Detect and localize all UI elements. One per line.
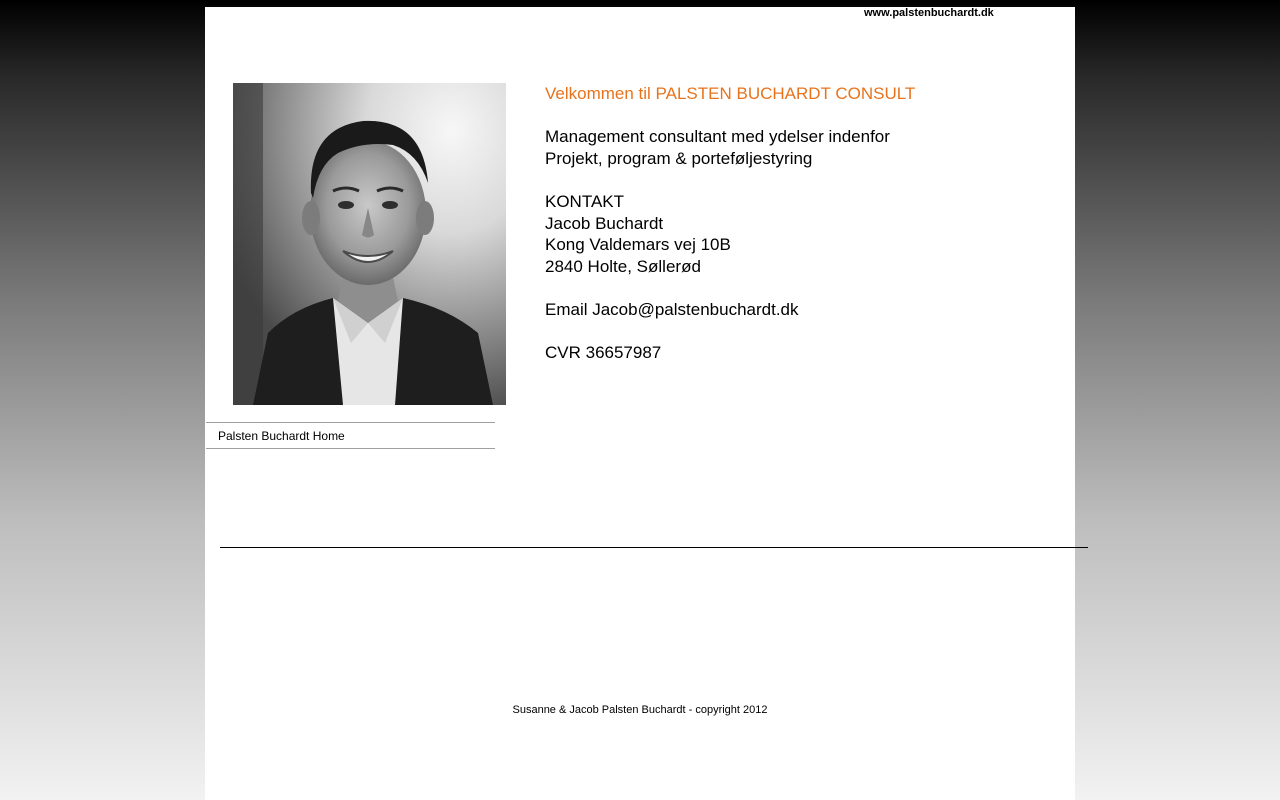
content-divider — [220, 547, 1088, 548]
spacer — [545, 105, 1045, 127]
footer-copyright: Susanne & Jacob Palsten Buchardt - copyright 2012 — [512, 704, 768, 716]
contact-email: Email Jacob@palstenbuchardt.dk — [545, 299, 799, 319]
contact-heading: KONTAKT — [545, 191, 625, 211]
portrait-image — [233, 83, 506, 405]
main-content — [545, 83, 1045, 364]
spacer — [545, 321, 1045, 343]
intro-line-1: Management consultant med ydelser indenfor — [545, 127, 890, 147]
page-container — [205, 7, 1075, 800]
spacer — [545, 277, 1045, 299]
contact-street: Kong Valdemars vej 10B — [545, 235, 731, 255]
cvr-number: CVR 36657987 — [545, 343, 662, 363]
portrait-photo — [233, 83, 506, 405]
side-navigation — [206, 422, 495, 449]
intro-line-2: Projekt, program & porteføljestyring — [545, 148, 813, 168]
contact-city: 2840 Holte, Søllerød — [545, 256, 701, 276]
spacer — [545, 169, 1045, 191]
welcome-headline: Velkommen til PALSTEN BUCHARDT CONSULT — [545, 84, 916, 103]
contact-name: Jacob Buchardt — [545, 213, 664, 233]
nav-item-home[interactable]: Palsten Buchardt Home — [218, 429, 345, 443]
site-url-link[interactable]: www.palstenbuchardt.dk — [864, 7, 994, 19]
